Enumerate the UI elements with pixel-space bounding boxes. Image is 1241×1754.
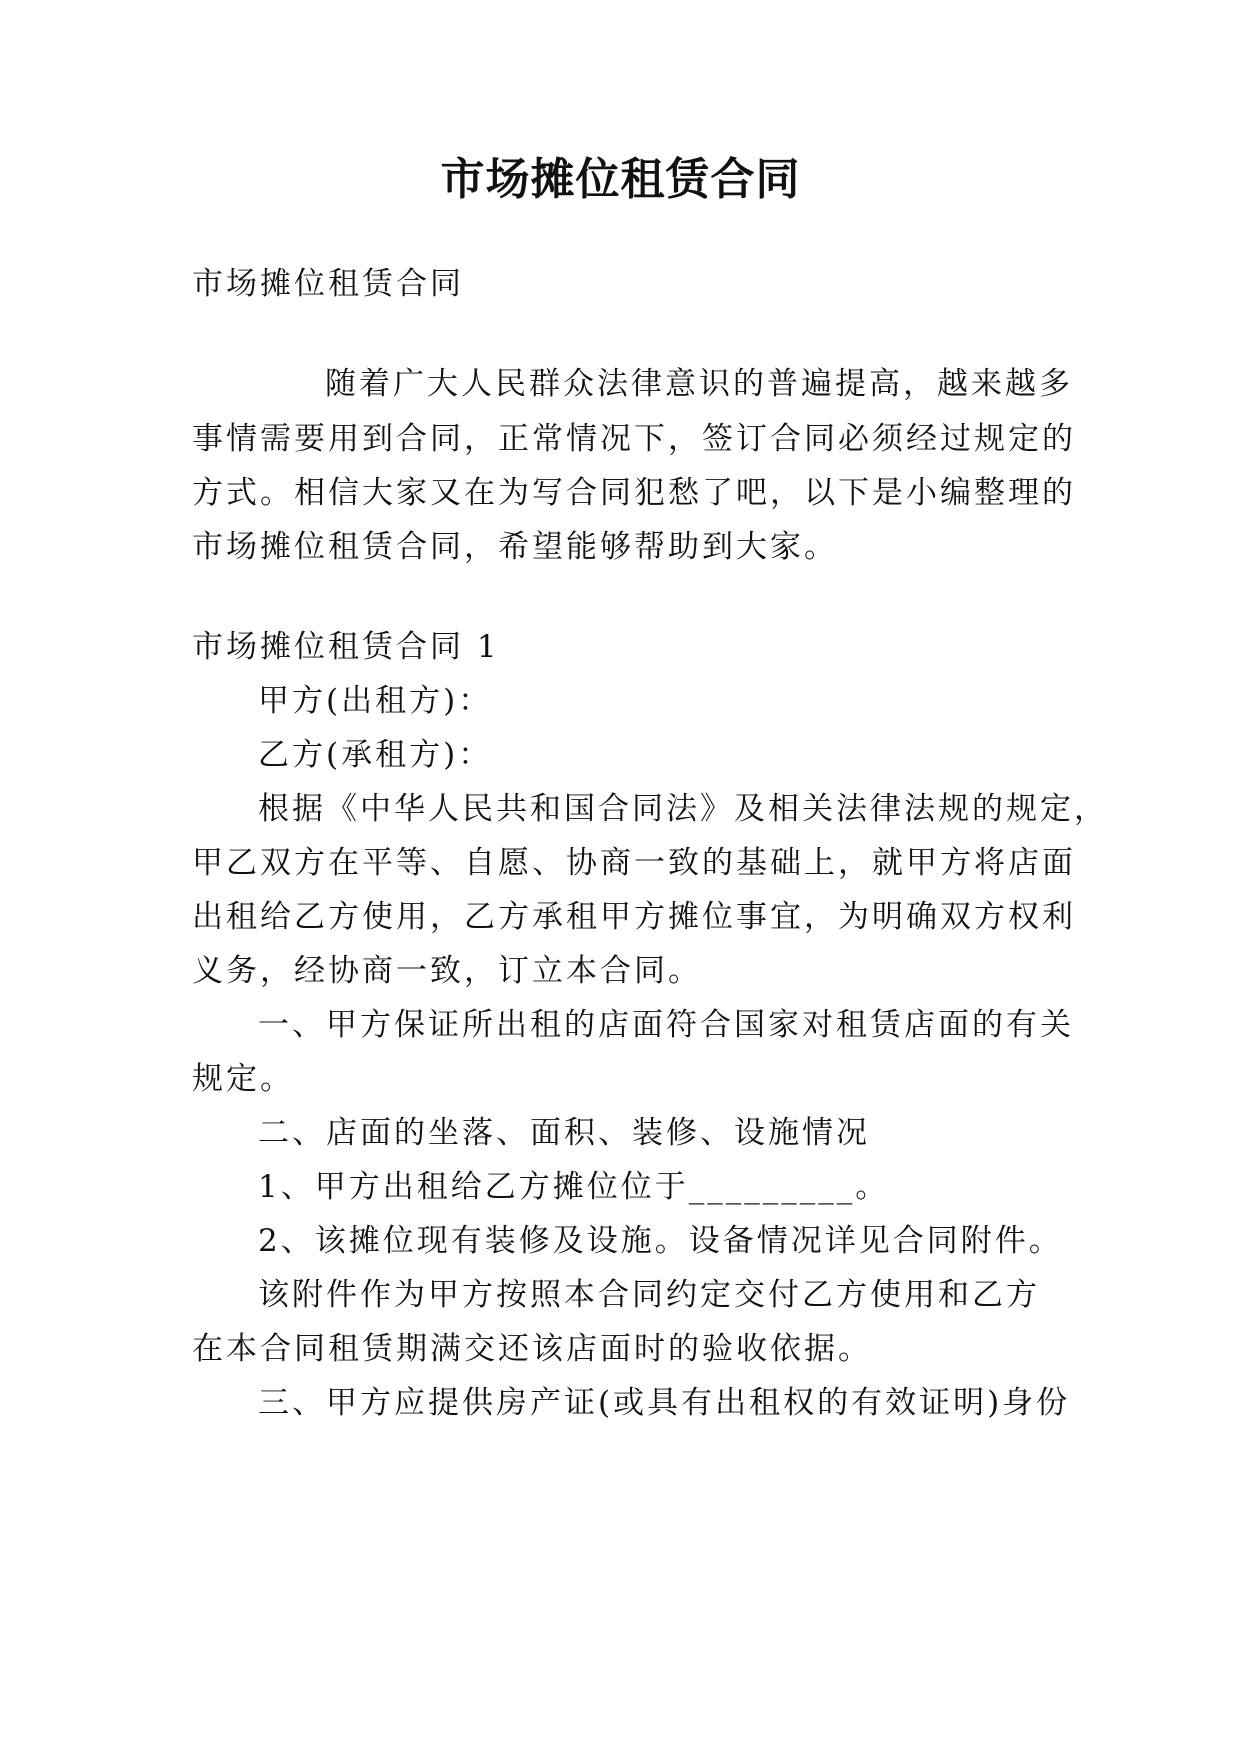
party-a-line: 甲方(出租方)：: [258, 683, 493, 719]
intro-line: 市场摊位租赁合同，希望能够帮助到大家。: [192, 529, 838, 565]
section-heading: 市场摊位租赁合同 1: [192, 629, 500, 665]
paragraph-line: 义务，经协商一致，订立本合同。: [192, 953, 702, 989]
intro-line: 事情需要用到合同，正常情况下，签订合同必须经过规定的: [192, 421, 1076, 457]
clause-line: 该附件作为甲方按照本合同约定交付乙方使用和乙方: [258, 1277, 1040, 1313]
clause-line: 一、甲方保证所出租的店面符合国家对租赁店面的有关: [258, 1007, 1074, 1043]
intro-line: 随着广大人民群众法律意识的普遍提高，越来越多: [325, 366, 1073, 402]
intro-line: 方式。相信大家又在为写合同犯愁了吧，以下是小编整理的: [192, 475, 1076, 511]
paragraph-line: 出租给乙方使用，乙方承租甲方摊位事宜，为明确双方权利: [192, 899, 1076, 935]
paragraph-line: 根据《中华人民共和国合同法》及相关法律法规的规定，: [258, 791, 1108, 827]
clause-line: 在本合同租赁期满交还该店面时的验收依据。: [192, 1331, 872, 1367]
clause-line: 2、该摊位现有装修及设施。设备情况详见合同附件。: [258, 1223, 1063, 1259]
party-b-line: 乙方(承租方)：: [258, 737, 493, 773]
clause-line: 三、甲方应提供房产证(或具有出租权的有效证明)身份: [258, 1385, 1071, 1421]
paragraph-line: 甲乙双方在平等、自愿、协商一致的基础上，就甲方将店面: [192, 845, 1076, 881]
clause-line: 规定。: [192, 1061, 294, 1097]
heading-line: 市场摊位租赁合同: [192, 266, 464, 302]
clause-line: 二、店面的坐落、面积、装修、设施情况: [258, 1115, 870, 1151]
document-title: 市场摊位租赁合同: [440, 154, 801, 205]
clause-line: 1、甲方出租给乙方摊位位于_________。: [258, 1169, 890, 1205]
